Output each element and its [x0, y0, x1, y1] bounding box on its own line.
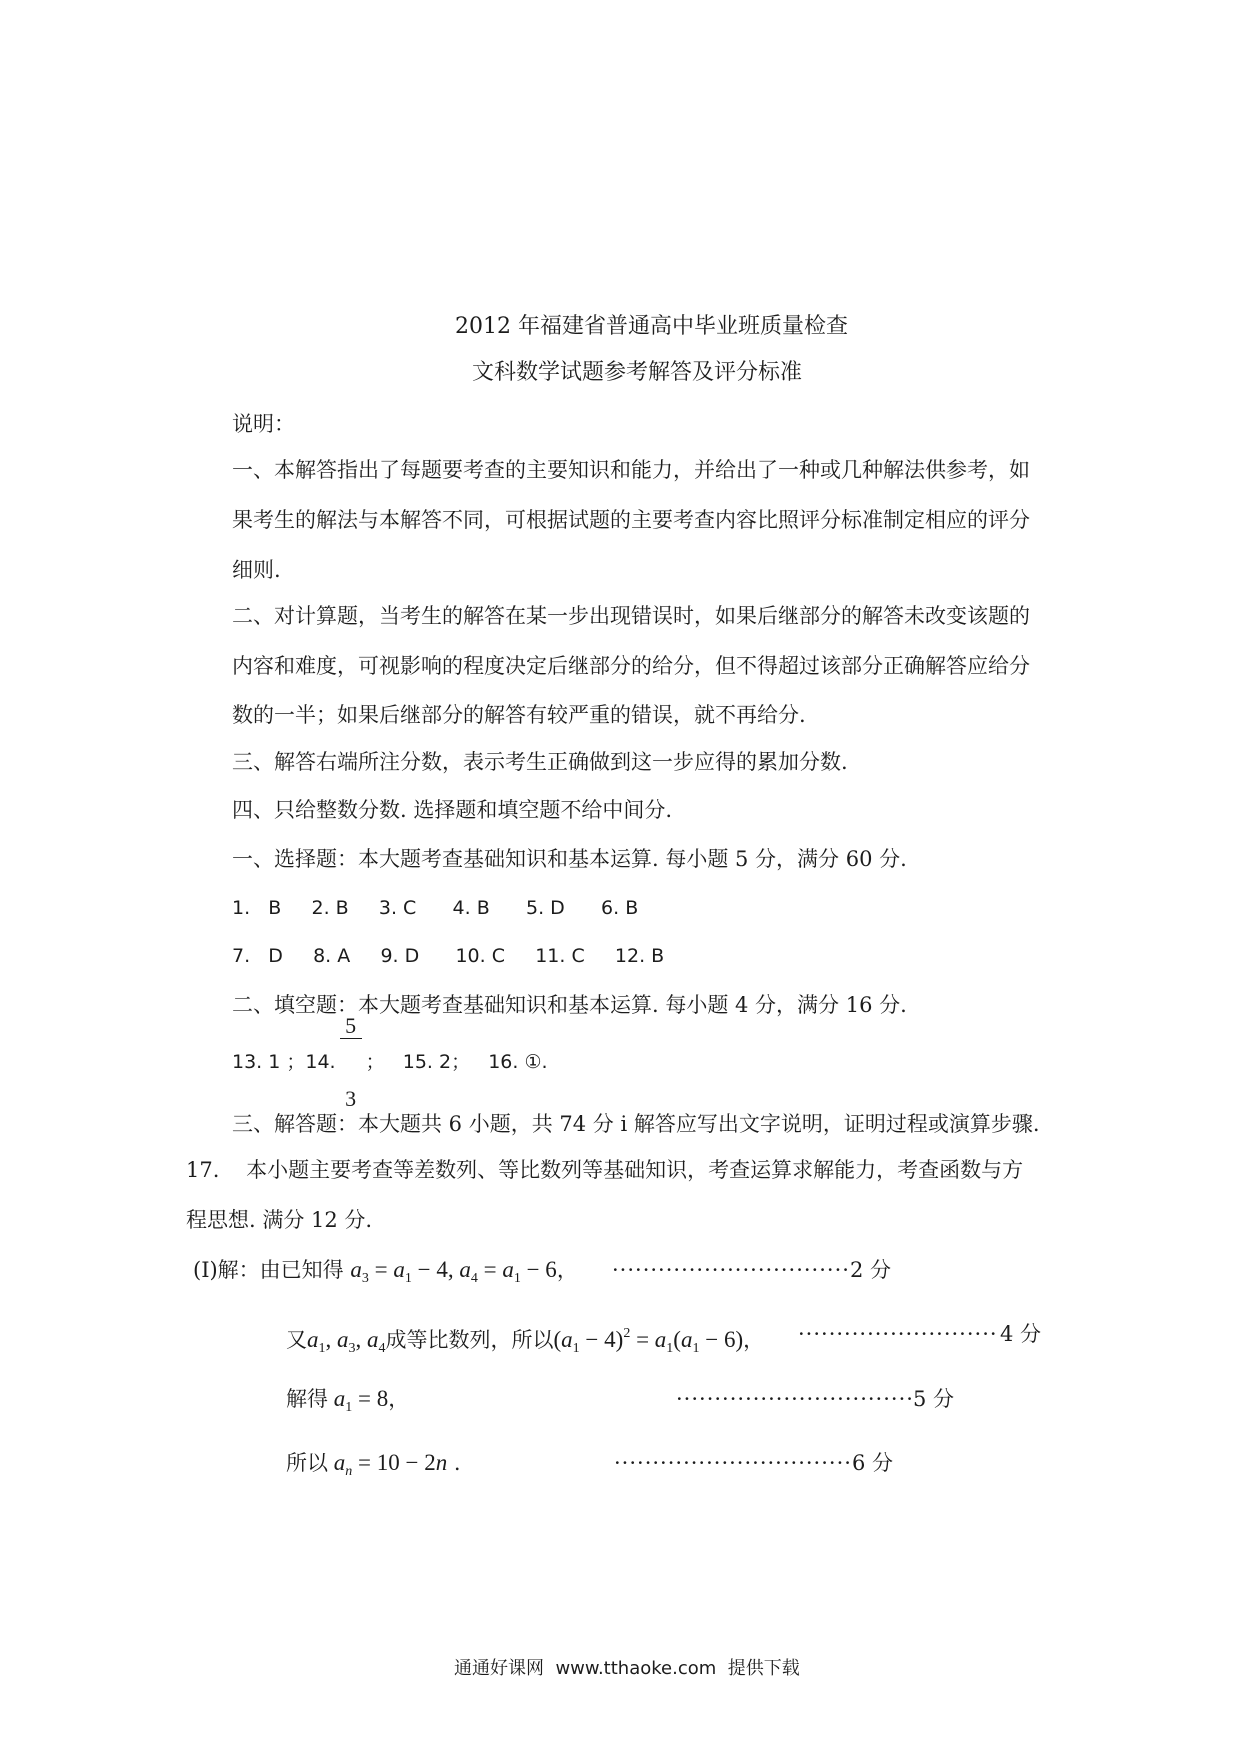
formula-a1-a3-a4: $a_1$, $a_3$, $a_4$	[307, 1327, 386, 1356]
q17-step-1-dots: ·······························	[612, 1258, 850, 1282]
fill-answers-15-16: ； 15. 2； 16. ①.	[365, 1051, 548, 1073]
formula-geometric: $(a_1 - 4)^2 = a_1(a_1 - 6)$	[553, 1326, 744, 1356]
note-1-line-2: 果考生的解法与本解答不同，可根据试题的主要考查内容比照评分标准制定相应的评分	[232, 508, 1030, 532]
note-2-line-2: 内容和难度，可视影响的程度决定后继部分的给分，但不得超过该部分正确解答应给分	[232, 654, 1030, 678]
step-2-prefix: 又	[286, 1328, 307, 1352]
note-1-line-3: 细则.	[232, 558, 281, 582]
q17-step-3-dots: ·······························	[676, 1387, 914, 1411]
section-3-heading: 三、解答题：本大题共 6 小题，共 74 分 i 解答应写出文字说明，证明过程或演算步骤.	[232, 1112, 1040, 1136]
formula-an: $a_n = 10 - 2n$	[333, 1450, 448, 1479]
note-4: 四、只给整数分数. 选择题和填空题不给中间分.	[232, 798, 673, 822]
q17-step-2-score: 4 分	[1000, 1322, 1042, 1346]
note-3: 三、解答右端所注分数，表示考生正确做到这一步应得的累加分数.	[232, 750, 848, 774]
step-2-middle: 成等比数列，所以	[385, 1328, 554, 1352]
page-subtitle: 文科数学试题参考解答及评分标准	[472, 360, 803, 385]
fraction-numerator: 5	[340, 1014, 362, 1039]
fraction-denominator: 3	[345, 1085, 357, 1111]
q17-step-1-score: 2 分	[850, 1258, 892, 1282]
step-3-prefix: 解得	[286, 1387, 328, 1411]
formula-a1-equals-8: $a_1 = 8$	[333, 1386, 389, 1415]
section-2-heading: 二、填空题：本大题考查基础知识和基本运算. 每小题 4 分，满分 16 分.	[232, 993, 907, 1017]
q17-step-3: 解得 $a_1 = 8$，	[286, 1386, 410, 1415]
notes-heading: 说明：	[232, 412, 295, 436]
step-4-prefix: 所以	[286, 1451, 328, 1475]
q17-step-1: (Ⅰ)解：由已知得 $a_3 = a_1 - 4$, $a_4 = a_1 - 6$，	[193, 1257, 578, 1286]
q17-intro-line-1: 17. 本小题主要考查等差数列、等比数列等基础知识，考查运算求解能力，考查函数与方	[186, 1158, 1024, 1182]
q17-step-2-dots: ··························	[798, 1322, 998, 1346]
note-1-line-1: 一、本解答指出了每题要考查的主要知识和能力，并给出了一种或几种解法供参考，如	[232, 458, 1030, 482]
choice-answers-row-2: 7. D 8. A 9. D 10. C 11. C 12. B	[232, 945, 665, 967]
footer-text: 通通好课网 www.tthaoke.com 提供下载	[454, 1658, 800, 1679]
section-1-heading: 一、选择题：本大题考查基础知识和基本运算. 每小题 5 分，满分 60 分.	[232, 847, 907, 871]
note-2-line-1: 二、对计算题，当考生的解答在某一步出现错误时，如果后继部分的解答未改变该题的	[232, 604, 1030, 628]
q17-step-4: 所以 $a_n = 10 - 2n$ .	[286, 1450, 461, 1479]
fill-answers	[232, 1012, 548, 1111]
q17-step-4-dots: ·······························	[614, 1451, 852, 1475]
formula-a3-a4: $a_3 = a_1 - 4$, $a_4 = a_1 - 6$	[350, 1257, 557, 1286]
q17-step-3-score: 5 分	[913, 1387, 955, 1411]
q17-intro-line-2: 程思想. 满分 12 分.	[186, 1208, 373, 1232]
fill-answers-13-14: 13. 1 ；14.	[232, 1051, 336, 1073]
q17-step-2: 又$a_1$, $a_3$, $a_4$成等比数列，所以$(a_1 - 4)^2 = a_1(a_1 - 6)$，	[286, 1326, 765, 1356]
page-title: 2012 年福建省普通高中毕业班质量检查	[455, 314, 848, 339]
note-2-line-3: 数的一半；如果后继部分的解答有较严重的错误，就不再给分.	[232, 703, 806, 727]
q17-step-4-score: 6 分	[852, 1451, 894, 1475]
part-1-label: (Ⅰ)解：由已知得	[193, 1258, 344, 1282]
choice-answers-row-1: 1. B 2. B 3. C 4. B 5. D 6. B	[232, 897, 639, 919]
